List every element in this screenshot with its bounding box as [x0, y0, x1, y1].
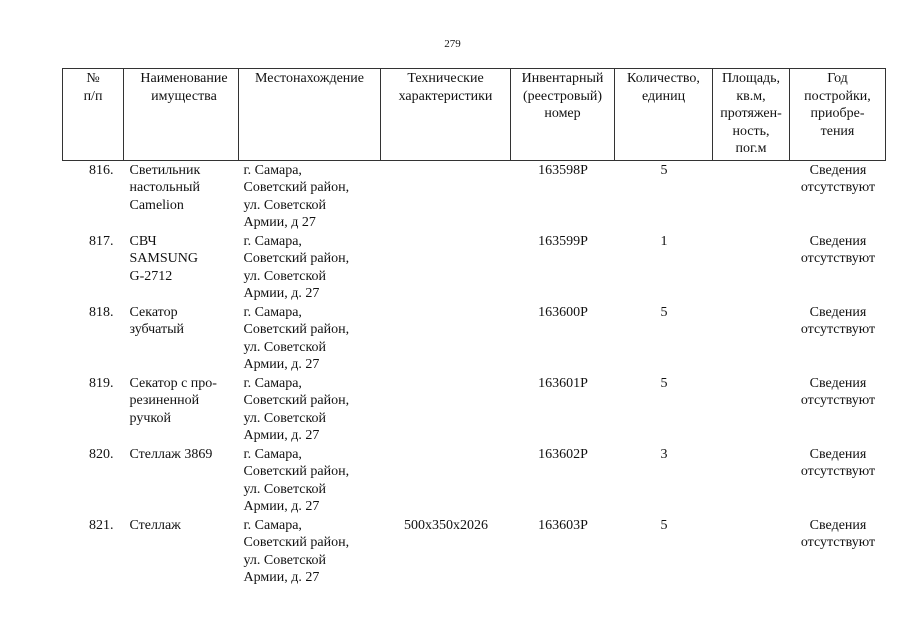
- cell-inventory: 163599Р: [538, 233, 588, 249]
- cell-year: Сведения отсутствуют: [800, 517, 876, 550]
- cell-inventory: 163603Р: [538, 517, 588, 533]
- cell-inventory: 163601Р: [538, 375, 588, 391]
- cell-location: г. Самара, Советский район, ул. Советской Армии, д. 27: [243, 517, 350, 585]
- cell-quantity: 1: [660, 233, 668, 249]
- cell-name: Стеллаж: [129, 517, 181, 533]
- table-row: [63, 232, 886, 303]
- table-row: [63, 303, 886, 374]
- cell-year: Сведения отсутствуют: [800, 375, 876, 408]
- cell-name: Стеллаж 3869: [129, 446, 213, 462]
- page-number: 279: [444, 38, 461, 50]
- cell-area: [713, 160, 790, 232]
- cell-name: Секатор зубчатый: [129, 304, 185, 337]
- table-row: [63, 516, 886, 587]
- table-header-row: [63, 69, 886, 161]
- cell-location: г. Самара, Советский район, ул. Советской Армии, д. 27: [243, 304, 350, 372]
- header-location: Местонахождение: [239, 69, 381, 161]
- header-tech: Технические характеристики: [381, 69, 511, 161]
- cell-number: 818.: [89, 304, 114, 320]
- cell-number: 819.: [89, 375, 114, 391]
- cell-location: г. Самара, Советский район, ул. Советской Армии, д. 27: [243, 375, 350, 443]
- cell-location: г. Самара, Советский район, ул. Советской Армии, д 27: [243, 162, 350, 230]
- cell-quantity: 5: [660, 162, 668, 178]
- cell-inventory: 163598Р: [538, 162, 588, 178]
- cell-quantity: 5: [660, 375, 668, 391]
- cell-tech: [381, 445, 511, 516]
- cell-inventory: 163600Р: [538, 304, 588, 320]
- cell-number: 817.: [89, 233, 114, 249]
- table-row: [63, 160, 886, 232]
- cell-name: Секатор с про- резиненной ручкой: [129, 375, 217, 426]
- cell-location: г. Самара, Советский район, ул. Советской Армии, д. 27: [243, 446, 350, 514]
- property-registry-table: [62, 68, 886, 587]
- cell-location: г. Самара, Советский район, ул. Советской Армии, д. 27: [243, 233, 350, 301]
- cell-tech: [381, 232, 511, 303]
- cell-year: Сведения отсутствуют: [800, 304, 876, 337]
- cell-tech: [381, 160, 511, 232]
- header-year: Год постройки, приобре- тения: [790, 69, 886, 161]
- cell-area: [713, 303, 790, 374]
- cell-year: Сведения отсутствуют: [800, 233, 876, 266]
- cell-number: 821.: [89, 517, 114, 533]
- cell-year: Сведения отсутствуют: [800, 446, 876, 479]
- cell-year: Сведения отсутствуют: [800, 162, 876, 195]
- header-name: Наименование имущества: [124, 69, 239, 161]
- cell-quantity: 5: [660, 517, 668, 533]
- cell-area: [713, 445, 790, 516]
- cell-area: [713, 516, 790, 587]
- table-row: [63, 374, 886, 445]
- cell-number: 820.: [89, 446, 114, 462]
- cell-number: 816.: [89, 162, 114, 178]
- header-inventory: Инвентарный (реестровый) номер: [511, 69, 615, 161]
- cell-tech: 500х350х2026: [404, 517, 488, 533]
- header-number: № п/п: [63, 69, 124, 161]
- header-quantity: Количество, единиц: [615, 69, 713, 161]
- cell-tech: [381, 303, 511, 374]
- cell-quantity: 3: [660, 446, 668, 462]
- header-area: Площадь, кв.м, протяжен- ность, пог.м: [713, 69, 790, 161]
- cell-inventory: 163602Р: [538, 446, 588, 462]
- cell-tech: [381, 374, 511, 445]
- cell-name: Светильник настольный Camelion: [129, 162, 201, 213]
- table-row: [63, 445, 886, 516]
- cell-area: [713, 232, 790, 303]
- cell-quantity: 5: [660, 304, 668, 320]
- cell-area: [713, 374, 790, 445]
- cell-name: СВЧ SAMSUNG G-2712: [129, 233, 198, 284]
